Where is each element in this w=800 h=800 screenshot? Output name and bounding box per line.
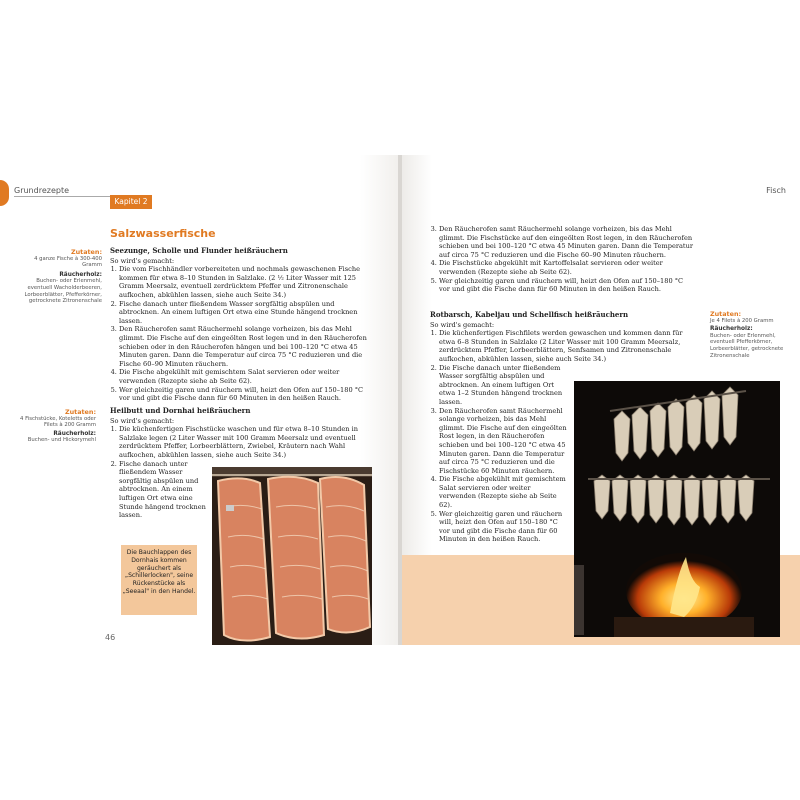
recipe-step: 4. Die Fischstücke abgekühlt mit Kartoffelsalat servieren oder weiter verwenden (Rezepte siehe ab Seite 62). xyxy=(439,259,694,276)
ingredients-label: Zutaten: xyxy=(70,248,102,256)
bucket-edge-illustration xyxy=(574,565,584,635)
recipe-step: 5. Wer gleichzeitig garen und räuchern will, heizt den Ofen auf 150–180 °C vor und gibt die Fische dann für 60 Minuten in den heißen Rauch. xyxy=(439,277,694,294)
recipe-steps xyxy=(110,265,372,403)
header-rule xyxy=(14,196,110,197)
recipe-title: Rotbarsch, Kabeljau und Schellfisch heißräuchern xyxy=(430,310,629,319)
running-head-right: Fisch xyxy=(766,186,786,195)
ingredients-note-3 xyxy=(710,311,794,359)
recipe-step: 1. Die küchenfertigen Fischfilets werden gewaschen und kommen dann für etwa 6–8 Stunden in Salzlake (2 Liter Wasser mit 100 Gramm Meersalz, zerdrücktem Pfeffer, Lorbeerblättern, Senfsamen und Zitronenschale aufkochen, abkühlen lassen, siehe auch Seite 34.) xyxy=(439,329,694,363)
recipe-step: 3. Den Räucherofen samt Räuchermehl solange vorheizen, bis das Mehl glimmt. Die Fische auf den eingeölten Rost legen, in den Räucherofen schieben und bei 100–120 °C etwa 45 Minuten garen. Dann die Temperatur auf circa 75 °C reduzieren und die Fischstücke 60 Minuten räuchern. xyxy=(439,407,567,476)
wood-text: Buchen- oder Erlenmehl, eventuell Wacholderbeeren, Lorbeerblätter, Pfefferkörner, getrocknete Zitronenschale xyxy=(24,278,102,305)
recipe-title: Heilbutt und Dornhai heißräuchern xyxy=(110,406,251,415)
recipe-step: 5. Wer gleichzeitig garen und räuchern will, heizt den Ofen auf 150–180 °C vor und gibt die Fische dann für 60 Minuten in den heißen Rauch. xyxy=(119,386,372,403)
ingredients-text: 4 Fischstücke, Koteletts oder Filets à 200 Gramm xyxy=(20,415,96,429)
wood-label: Räucherholz: xyxy=(53,430,96,437)
recipe-steps-narrow xyxy=(430,364,567,544)
recipe-step: 1. Die vom Fischhändler vorbereiteten und nochmals gewaschenen Fische kommen für etwa 8–10 Stunden in Salzlake. (2 ½ Liter Wasser mit 125 Gramm Meersalz, eventuell zerdrücktem Pfeffer und Zitronenschale aufkochen, abkühlen lassen, siehe auch Seite 34.) xyxy=(119,265,372,299)
ingredients-text: 4 ganze Fische à 300-400 Gramm xyxy=(34,255,102,269)
recipe-step: 2. Fische danach unter fließendem Wasser sorgfältig abspülen und abtrocknen. An einem luftigen Ort etwa eine Stunde hängend trocknen lassen. xyxy=(119,300,372,326)
recipe-1 xyxy=(110,247,372,403)
ingredients-text: Je 4 Filets à 200 Gramm xyxy=(710,317,774,324)
recipe-step: 2. Die Fische danach unter fließendem Wasser sorgfältig abspülen und abtrocknen. An einem luftigen Ort etwa 1–2 Stunden hängend trocknen lassen. xyxy=(439,364,567,407)
ingredients-note-2 xyxy=(20,409,96,444)
wood-text: Buchen- oder Erlenmehl, eventuell Pfefferkörner, Lorbeerblätter, getrocknete Zitronenschale xyxy=(710,332,784,359)
recipe-intro: So wird's gemacht: xyxy=(110,416,175,425)
page-number: 46 xyxy=(105,633,116,642)
recipe-steps-narrow xyxy=(110,460,211,520)
chapter-marker xyxy=(0,180,9,206)
recipe-steps xyxy=(430,329,694,363)
tip-box: Die Bauchlappen des Dornhais kommen geräuchert als „Schillerlocken", seine Rückenstücke als „Seeaal" in den Handel. xyxy=(121,545,197,615)
section-title: Salzwasserfische xyxy=(110,227,216,240)
smoked-fish-illustration xyxy=(212,467,372,645)
wood-text: Buchen- und Hickorymehl xyxy=(27,437,96,444)
recipe-steps xyxy=(430,225,694,294)
left-page xyxy=(0,155,400,645)
wood-label: Räucherholz: xyxy=(710,326,753,333)
recipe-step: 3. Den Räucherofen samt Räuchermehl solange vorheizen, bis das Mehl glimmt. Die Fischstücke auf den eingeölten Rost legen, in den Räucherofen schieben und bei 100–120 °C etwa 45 Minuten garen. Dann die Temperatur auf circa 75 °C reduzieren und die Fische 60–90 Minuten räuchern. xyxy=(439,225,694,259)
smoked-fish-photo-left xyxy=(212,467,372,645)
recipe-step: 1. Die küchenfertigen Fischstücke waschen und für etwa 8–10 Stunden in Salzlake legen (2 Liter Wasser mit 100 Gramm Meersalz und eventuell zerdrücktem Pfeffer, Lorbeerblättern, Zwiebel, Kräutern nach Wahl aufkochen, abkühlen lassen, siehe auch Seite 34.) xyxy=(119,425,381,459)
smoking-fire-photo-right xyxy=(574,381,780,637)
right-page xyxy=(400,155,800,645)
running-head-left: Grundrezepte xyxy=(14,186,69,195)
wood-label: Räucherholz: xyxy=(59,271,102,278)
recipe-step: 4. Die Fische abgekühlt mit gemischtem Salat servieren oder weiter verwenden (Rezepte siehe ab Seite 62). xyxy=(119,368,372,385)
recipe-step: 4. Die Fische abgekühlt mit gemischtem Salat servieren oder weiter verwenden (Rezepte siehe ab Seite 62). xyxy=(439,475,567,509)
recipe-intro: So wird's gemacht: xyxy=(110,256,175,265)
recipe-title: Seezunge, Scholle und Flunder heißräuchern xyxy=(110,246,288,255)
smoking-fire-illustration xyxy=(574,381,780,637)
recipe-intro: So wird's gemacht: xyxy=(430,320,495,329)
recipe-step: 5. Wer gleichzeitig garen und räuchern will, heizt den Ofen auf 150–180 °C vor und gibt die Fische dann für 60 Minuten in den heißen Rauch. xyxy=(439,510,567,544)
book-gutter xyxy=(398,155,402,645)
ingredients-label: Zutaten: xyxy=(64,408,96,416)
recipe-step: 3. Den Räucherofen samt Räuchermehl solange vorheizen, bis das Mehl glimmt. Die Fische auf den eingeölten Rost legen und in den Räucherofen schieben oder in den Räucherofen hängen und bei 100–120 °C etwa 45 Minuten garen. Dann die Temperatur auf circa 75 °C reduzieren und die Fische 60–90 Minuten räuchern. xyxy=(119,325,372,368)
ingredients-note-1 xyxy=(20,249,102,305)
ingredients-label: Zutaten: xyxy=(710,310,742,318)
recipe-2-continued xyxy=(430,225,694,294)
recipe-step: 2. Fische danach unter fließendem Wasser sorgfältig abspülen und abtrocknen. An einem luftigen Ort etwa eine Stunde hängend trocknen lassen. xyxy=(119,460,211,520)
chapter-tag: Kapitel 2 xyxy=(110,195,152,209)
book-spread xyxy=(0,155,800,645)
recipe-steps xyxy=(110,425,381,459)
